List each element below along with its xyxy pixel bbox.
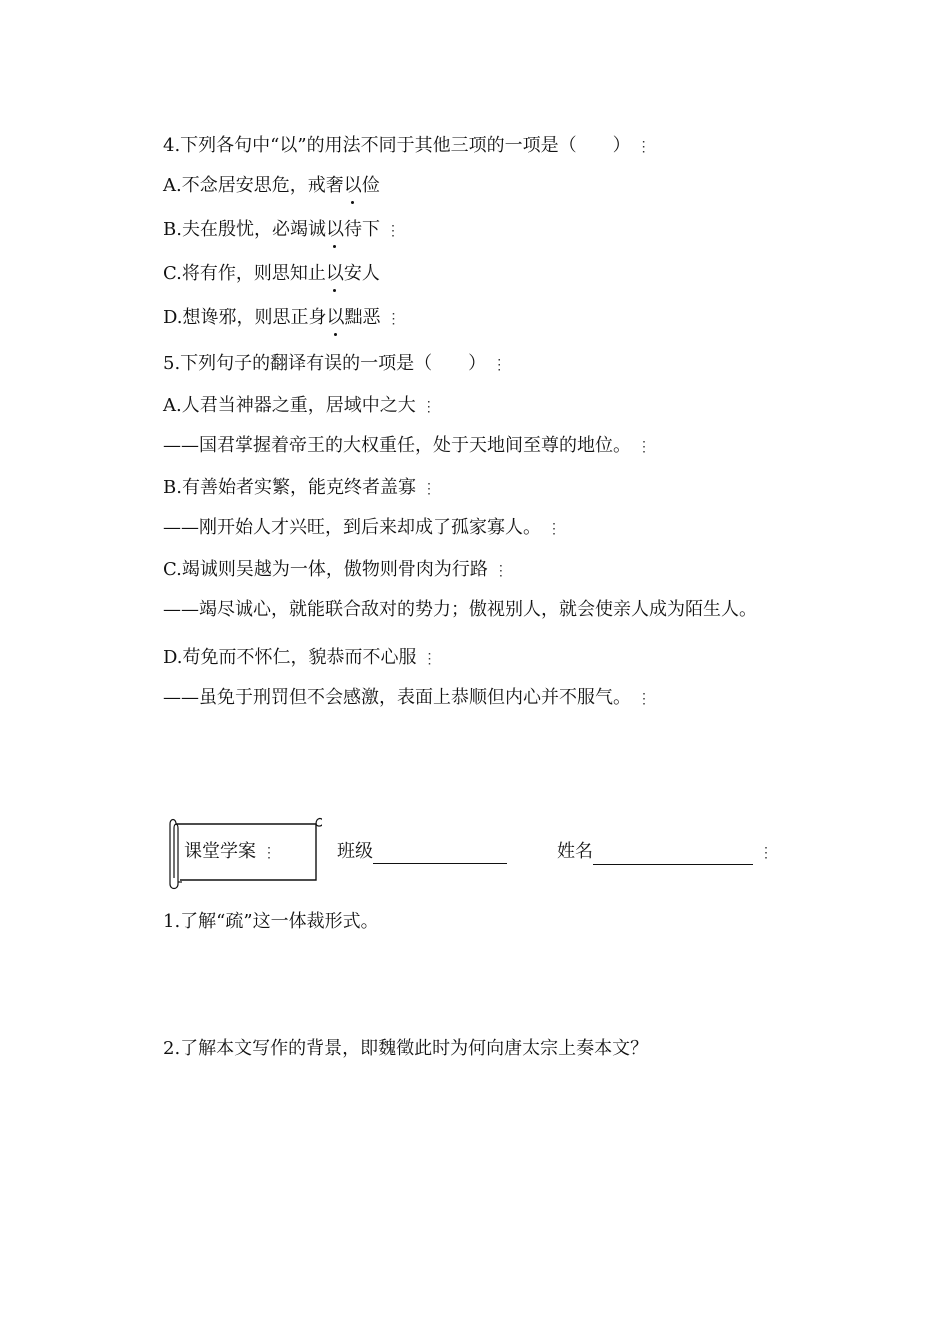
q4-option-a: A.不念居安思危，戒奢以俭 [163, 175, 380, 196]
q5-option-c-source: C.竭诚则吴越为一体，傲物则骨肉为行路 ⋮ [163, 558, 500, 583]
paragraph-mark-icon: ⋮ [421, 481, 436, 497]
class-field[interactable] [337, 840, 507, 864]
classroom-title: 课堂学案 ⋮ [184, 840, 268, 865]
q5-option-b-source: B.有善始者实繁，能克终者盖寡 ⋮ [163, 476, 428, 501]
paragraph-mark-icon: ⋮ [386, 311, 401, 327]
q5-option-a-source: A.人君当神器之重，居域中之大 ⋮ [163, 394, 428, 419]
paragraph-mark-icon: ⋮ [422, 651, 437, 667]
paragraph-mark-icon: ⋮ [492, 357, 507, 373]
q5-stem: 5.下列句子的翻译有误的一项是（ ） ⋮ [163, 352, 498, 377]
paragraph-mark-icon: ⋮ [636, 139, 651, 155]
emphasis-dot-char: 以 [325, 219, 344, 240]
paragraph-mark-icon: ⋮ [547, 521, 561, 537]
q5-option-d-translation: ——虽免于刑罚但不会感激，表面上恭顺但内心并不服气。 ⋮ [163, 686, 643, 711]
q4-option-b: B.夫在殷忧，必竭诚以待下 ⋮ [163, 218, 392, 243]
q4-option-d: D.想谗邪，则思正身以黜恶 ⋮ [163, 306, 393, 331]
q5-option-d-source: D.苟免而不怀仁，貌恭而不心服 ⋮ [163, 646, 429, 671]
name-blank[interactable] [593, 844, 753, 865]
q5-option-a-translation: ——国君掌握着帝王的大权重任，处于天地间至尊的地位。 ⋮ [163, 434, 643, 459]
classroom-question-2: 2.了解本文写作的背景，即魏徵此时为何向唐太宗上奏本文？ [163, 1038, 649, 1059]
class-blank[interactable] [373, 843, 507, 864]
q4-stem: 4.下列各句中“以”的用法不同于其他三项的一项是（ ） ⋮ [163, 134, 643, 159]
classroom-question-1: 1.了解“疏”这一体裁形式。 [163, 911, 379, 932]
paragraph-mark-icon: ⋮ [385, 223, 400, 239]
q4-option-c: C.将有作，则思知止以安人 [163, 263, 380, 284]
emphasis-dot-char: 以 [343, 175, 362, 196]
paragraph-mark-icon: ⋮ [759, 845, 773, 861]
emphasis-dot-char: 以 [325, 263, 344, 284]
name-label: 姓名 [557, 841, 593, 862]
class-label: 班级 [337, 841, 373, 862]
q5-option-b-translation: ——刚开始人才兴旺，到后来却成了孤家寡人。 ⋮ [163, 516, 553, 541]
paragraph-mark-icon: ⋮ [637, 691, 651, 707]
name-field[interactable] [557, 840, 773, 865]
paragraph-mark-icon: ⋮ [637, 439, 651, 455]
q5-option-c-translation: ——竭尽诚心，就能联合敌对的势力；傲视别人，就会使亲人成为陌生人。 [163, 599, 757, 620]
paragraph-mark-icon: ⋮ [493, 563, 508, 579]
paragraph-mark-icon: ⋮ [262, 845, 276, 861]
emphasis-dot-char: 以 [326, 307, 345, 328]
paragraph-mark-icon: ⋮ [421, 399, 436, 415]
